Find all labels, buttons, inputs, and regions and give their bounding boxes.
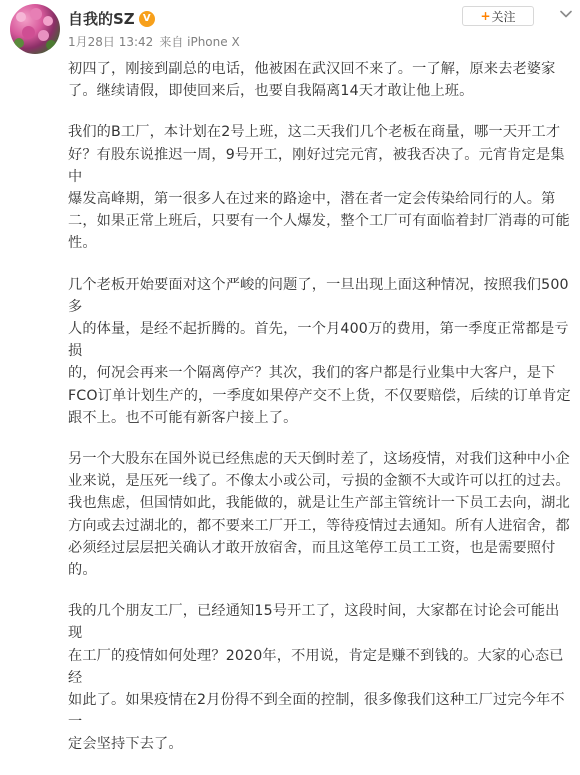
weibo-vip-icon: V xyxy=(139,11,155,27)
chevron-down-icon[interactable] xyxy=(558,6,574,22)
author-row xyxy=(68,8,155,29)
follow-button[interactable] xyxy=(462,6,534,26)
post-header xyxy=(0,0,580,60)
post-meta xyxy=(68,33,240,50)
post-date[interactable]: 1月28日 13:42 xyxy=(68,35,154,49)
post-source: 来自 iPhone X xyxy=(159,35,240,49)
post-paragraph-3: 几个老板开始要面对这个严峻的问题了，一旦出现上面这种情况，按照我们500多 人的体量，是经不起折腾的。首先，一个月400万的费用，第一季度正常都是亏损 的，何况会再来一个隔离停产？其次，我们的客户都是行业集中大客户，是下 FCO订单计划生产的，一季度如果停产交不上货，不仅要赔偿，后续的订单肯定 跟不上。也不可能有新客户接上了。 xyxy=(68,276,571,426)
avatar[interactable] xyxy=(10,4,60,54)
post-paragraph-1: 初四了，刚接到副总的电话，他被困在武汉回不来了。一了解，原来去老婆家 了。继续请假，即使回来后，也要自我隔离14天才敢让他上班。 xyxy=(68,61,556,100)
author-name[interactable]: 自我的SZ xyxy=(68,10,135,28)
post-paragraph-2: 我们的B工厂，本计划在2号上班，这二天我们几个老板在商量，哪一天开工才 好？有股东说推迟一周，9号开工，刚好过完元宵，被我否决了。元宵肯定是集中 爆发高峰期，第一很多人在过来的路途中，潜在者一定会传染给同行的人。第 二，如果正常上班后，只要有一个人爆发，整个工厂可有面临着封厂消毒的可能 性。 xyxy=(68,124,570,252)
follow-button-label: 关注 xyxy=(491,9,516,24)
post-paragraph-5: 我的几个朋友工厂，已经通知15号开工了，这段时间，大家都在讨论会可能出现 在工厂的疫情如何处理？2020年，不用说，肯定是赚不到钱的。大家的心态已经 如此了。如果疫情在2月份得不到全面的控制，很多像我们这种工厂过完今年不一 定会坚持下去了。 xyxy=(68,603,565,753)
post-content xyxy=(68,58,572,775)
plus-icon: + xyxy=(480,9,491,23)
post-paragraph-4: 另一个大股东在国外说已经焦虑的天天倒时差了，这场疫情，对我们这种中小企 业来说，是压死一线了。不像太小或公司，亏损的金额不大或许可以扛的过去。 我也焦虑，但国情如此，我能做的，就是让生产部主管统计一下员工去向，湖北 方向或去过湖北的，都不要来工厂开工，等待疫情过去通知。所有人进宿舍，都 必须经过层层把关确认才敢开放宿舍，而且这笔停工员工工资，也是需要照付 的。 xyxy=(68,451,570,579)
